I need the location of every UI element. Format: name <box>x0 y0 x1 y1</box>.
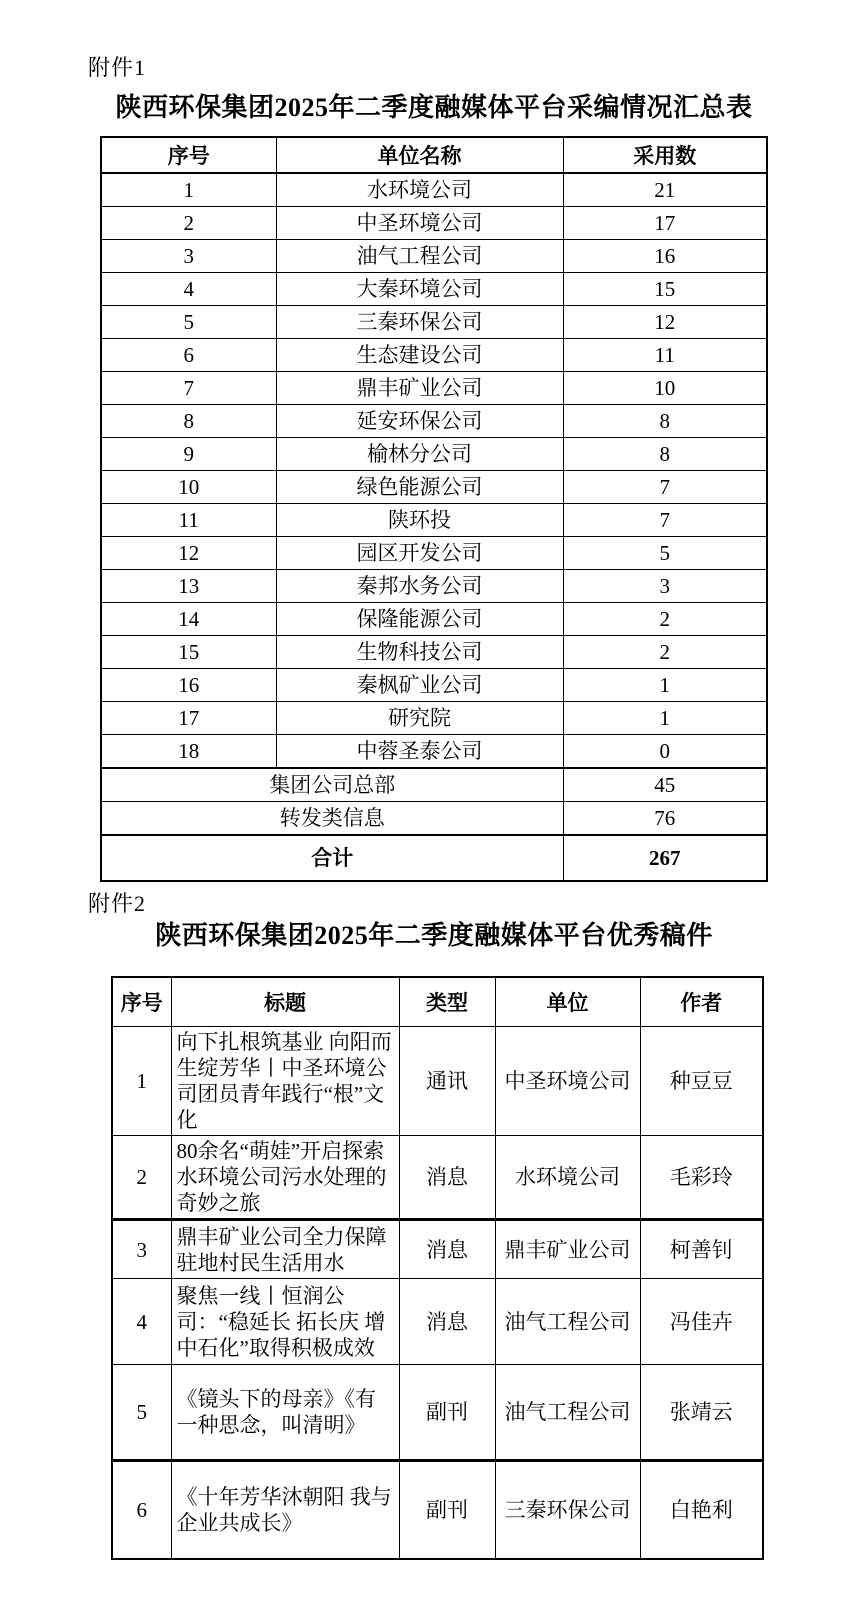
cell-type: 消息 <box>399 1136 495 1220</box>
header-cell-unit: 单位名称 <box>276 137 563 173</box>
cell-count: 7 <box>563 504 767 537</box>
cell-no: 17 <box>101 702 276 735</box>
table-row <box>101 438 767 471</box>
table-row <box>101 570 767 603</box>
cell-title: 《十年芳华沐朝阳 我与企业共成长》 <box>171 1461 399 1560</box>
cell-no: 10 <box>101 471 276 504</box>
summary-row <box>101 768 767 802</box>
cell-unit: 三秦环保公司 <box>276 306 563 339</box>
table-row <box>112 1136 763 1220</box>
articles-table-body <box>112 1027 763 1560</box>
summary-row <box>101 802 767 836</box>
cell-no: 4 <box>101 273 276 306</box>
table-row <box>101 537 767 570</box>
cell-count: 11 <box>563 339 767 372</box>
cell-count: 267 <box>563 835 767 881</box>
table-row <box>101 306 767 339</box>
cell-unit: 生物科技公司 <box>276 636 563 669</box>
cell-count: 21 <box>563 173 767 207</box>
cell-author: 种豆豆 <box>640 1027 763 1136</box>
cell-title: 向下扎根筑基业 向阳而生绽芳华丨中圣环境公司团员青年践行“根”文化 <box>171 1027 399 1136</box>
cell-unit: 油气工程公司 <box>276 240 563 273</box>
cell-no: 1 <box>101 173 276 207</box>
cell-unit: 鼎丰矿业公司 <box>495 1220 640 1279</box>
cell-count: 17 <box>563 207 767 240</box>
cell-unit: 生态建设公司 <box>276 339 563 372</box>
cell-title: 鼎丰矿业公司全力保障驻地村民生活用水 <box>171 1220 399 1279</box>
cell-no: 3 <box>101 240 276 273</box>
cell-no: 2 <box>101 207 276 240</box>
cell-label: 集团公司总部 <box>101 768 563 802</box>
table-row <box>112 1365 763 1461</box>
cell-unit: 水环境公司 <box>276 173 563 207</box>
cell-unit: 保隆能源公司 <box>276 603 563 636</box>
header-cell-author: 作者 <box>640 977 763 1027</box>
table-row <box>101 669 767 702</box>
table-row <box>101 339 767 372</box>
cell-no: 5 <box>112 1365 171 1461</box>
cell-unit: 陕环投 <box>276 504 563 537</box>
table-row <box>101 207 767 240</box>
cell-count: 0 <box>563 735 767 769</box>
header-row <box>112 977 763 1027</box>
cell-author: 白艳利 <box>640 1461 763 1560</box>
header-cell-no: 序号 <box>101 137 276 173</box>
cell-no: 12 <box>101 537 276 570</box>
table-row <box>112 1461 763 1560</box>
cell-no: 18 <box>101 735 276 769</box>
cell-type: 消息 <box>399 1279 495 1365</box>
cell-unit: 绿色能源公司 <box>276 471 563 504</box>
header-cell-type: 类型 <box>399 977 495 1027</box>
cell-no: 13 <box>101 570 276 603</box>
cell-unit: 秦枫矿业公司 <box>276 669 563 702</box>
attachment2-label: 附件2 <box>88 891 147 916</box>
header-row <box>101 137 767 173</box>
cell-count: 1 <box>563 702 767 735</box>
cell-unit: 研究院 <box>276 702 563 735</box>
summary-table <box>100 136 768 882</box>
cell-type: 消息 <box>399 1220 495 1279</box>
table-row <box>101 173 767 207</box>
cell-label: 转发类信息 <box>101 802 563 836</box>
cell-no: 16 <box>101 669 276 702</box>
cell-unit: 三秦环保公司 <box>495 1461 640 1560</box>
cell-count: 8 <box>563 438 767 471</box>
cell-no: 3 <box>112 1220 171 1279</box>
cell-unit: 园区开发公司 <box>276 537 563 570</box>
cell-no: 15 <box>101 636 276 669</box>
cell-count: 45 <box>563 768 767 802</box>
cell-author: 张靖云 <box>640 1365 763 1461</box>
cell-no: 5 <box>101 306 276 339</box>
cell-type: 通讯 <box>399 1027 495 1136</box>
attachment2-title: 陕西环保集团2025年二季度融媒体平台优秀稿件 <box>155 921 713 950</box>
cell-unit: 中圣环境公司 <box>495 1027 640 1136</box>
cell-label: 合计 <box>101 835 563 881</box>
cell-count: 2 <box>563 603 767 636</box>
cell-count: 10 <box>563 372 767 405</box>
cell-no: 4 <box>112 1279 171 1365</box>
header-cell-unit: 单位 <box>495 977 640 1027</box>
summary-table-body <box>101 173 767 881</box>
cell-unit: 鼎丰矿业公司 <box>276 372 563 405</box>
cell-count: 2 <box>563 636 767 669</box>
cell-no: 8 <box>101 405 276 438</box>
table-row <box>101 504 767 537</box>
cell-title: 80余名“萌娃”开启探索水环境公司污水处理的奇妙之旅 <box>171 1136 399 1220</box>
articles-table <box>111 976 764 1560</box>
header-cell-count: 采用数 <box>563 137 767 173</box>
cell-no: 2 <box>112 1136 171 1220</box>
cell-count: 15 <box>563 273 767 306</box>
cell-author: 冯佳卉 <box>640 1279 763 1365</box>
header-cell-no: 序号 <box>112 977 171 1027</box>
summary-table-header <box>101 137 767 173</box>
attachment1-title: 陕西环保集团2025年二季度融媒体平台采编情况汇总表 <box>115 93 753 122</box>
cell-no: 1 <box>112 1027 171 1136</box>
cell-author: 柯善钊 <box>640 1220 763 1279</box>
cell-unit: 水环境公司 <box>495 1136 640 1220</box>
cell-unit: 大秦环境公司 <box>276 273 563 306</box>
table-row <box>101 471 767 504</box>
cell-author: 毛彩玲 <box>640 1136 763 1220</box>
header-cell-title: 标题 <box>171 977 399 1027</box>
table-row <box>101 372 767 405</box>
cell-title: 聚焦一线丨恒润公司：“稳延长 拓长庆 增中石化”取得积极成效 <box>171 1279 399 1365</box>
cell-unit: 油气工程公司 <box>495 1365 640 1461</box>
attachment1-label: 附件1 <box>88 55 147 80</box>
table-row <box>101 735 767 769</box>
cell-no: 11 <box>101 504 276 537</box>
cell-unit: 秦邦水务公司 <box>276 570 563 603</box>
table-row <box>101 240 767 273</box>
table-row <box>101 702 767 735</box>
total-row <box>101 835 767 881</box>
articles-table-header <box>112 977 763 1027</box>
cell-count: 8 <box>563 405 767 438</box>
cell-count: 16 <box>563 240 767 273</box>
cell-unit: 油气工程公司 <box>495 1279 640 1365</box>
table-row <box>112 1279 763 1365</box>
cell-unit: 中蓉圣泰公司 <box>276 735 563 769</box>
cell-type: 副刊 <box>399 1365 495 1461</box>
table-row <box>112 1027 763 1136</box>
cell-unit: 中圣环境公司 <box>276 207 563 240</box>
cell-title: 《镜头下的母亲》《有一种思念，叫清明》 <box>171 1365 399 1461</box>
cell-no: 14 <box>101 603 276 636</box>
cell-no: 7 <box>101 372 276 405</box>
cell-type: 副刊 <box>399 1461 495 1560</box>
cell-unit: 延安环保公司 <box>276 405 563 438</box>
cell-count: 76 <box>563 802 767 836</box>
table-row <box>101 603 767 636</box>
cell-count: 3 <box>563 570 767 603</box>
cell-count: 5 <box>563 537 767 570</box>
table-row <box>101 273 767 306</box>
cell-count: 12 <box>563 306 767 339</box>
cell-no: 6 <box>101 339 276 372</box>
cell-no: 6 <box>112 1461 171 1560</box>
table-row <box>112 1220 763 1279</box>
table-row <box>101 405 767 438</box>
cell-unit: 榆林分公司 <box>276 438 563 471</box>
cell-no: 9 <box>101 438 276 471</box>
cell-count: 7 <box>563 471 767 504</box>
cell-count: 1 <box>563 669 767 702</box>
table-row <box>101 636 767 669</box>
